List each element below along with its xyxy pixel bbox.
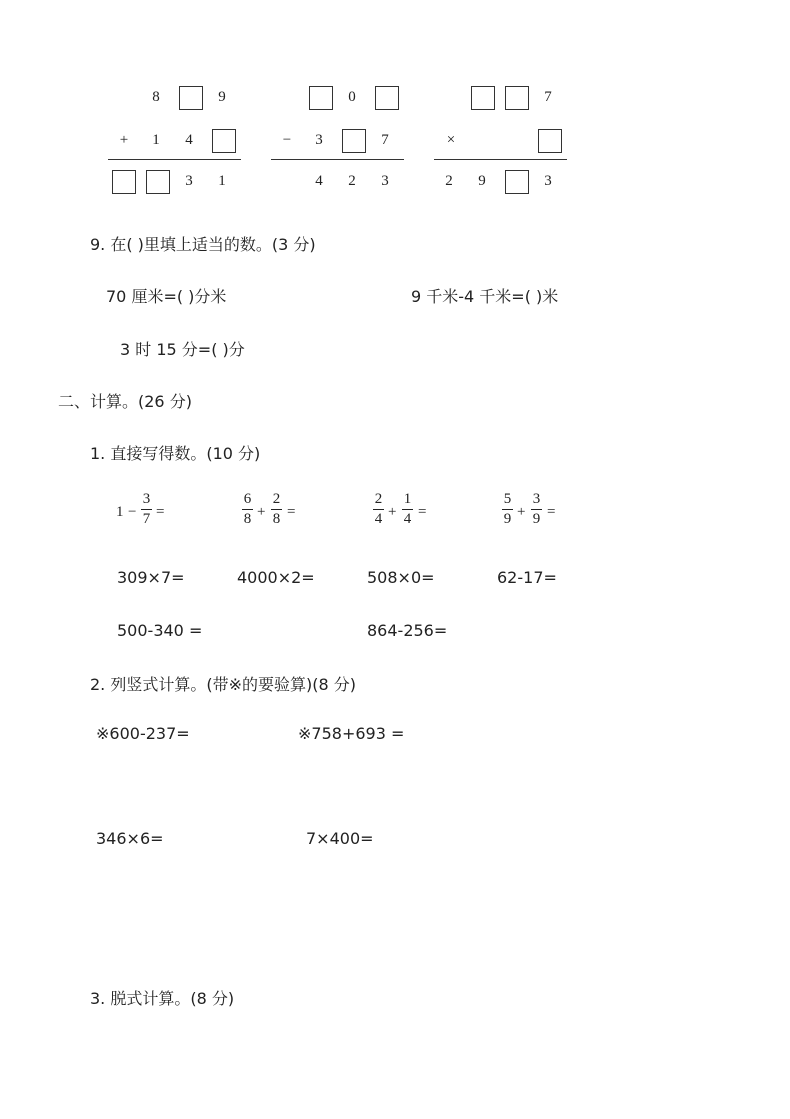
numerator: 2 [374,491,383,507]
fraction [242,491,253,527]
numerator: 1 [403,491,412,507]
answer-box[interactable] [471,86,495,110]
calc-item[interactable]: 309×7= [117,568,185,587]
digit: 9 [478,173,486,189]
difference-line [271,159,404,160]
fraction-bar [271,509,282,510]
calc-q3-title: 3. 脱式计算。(8 分) [90,989,235,1008]
fraction-bar [242,509,253,510]
vertical-calc-item[interactable]: ※758+693 = [298,724,405,743]
answer-box[interactable] [112,170,136,194]
calc-q2-title: 2. 列竖式计算。(带※的要验算)(8 分) [90,675,356,694]
denominator: 8 [272,511,281,527]
answer-box[interactable] [342,129,366,153]
sum-line [108,159,241,160]
digit: 9 [218,89,226,105]
numerator: 2 [272,491,281,507]
whole-number: 1 [116,504,124,520]
numerator: 3 [532,491,541,507]
fraction-bar [531,509,542,510]
fraction [373,491,384,527]
answer-box[interactable] [505,86,529,110]
digit: 2 [348,173,356,189]
denominator: 8 [243,511,252,527]
plus-sign: + [119,132,129,148]
denominator: 9 [532,511,541,527]
q9-item-km-to-m[interactable]: 9 千米-4 千米=( )米 [411,287,559,306]
fraction-bar [373,509,384,510]
answer-box[interactable] [179,86,203,110]
equals-sign: = [156,504,165,520]
digit: 3 [315,132,323,148]
digit: 8 [152,89,160,105]
calc-item[interactable]: 508×0= [367,568,435,587]
calc-item[interactable]: 500-340 = [117,621,203,640]
digit: 7 [544,89,552,105]
minus-sign: − [282,132,292,148]
equals-sign: = [418,504,427,520]
vertical-calc-item[interactable]: 346×6= [96,829,164,848]
q9-item-cm-to-dm[interactable]: 70 厘米=( )分米 [106,287,227,306]
calc-item[interactable]: 62-17= [497,568,557,587]
calc-item[interactable]: 4000×2= [237,568,315,587]
digit: 3 [185,173,193,189]
fraction-bar [502,509,513,510]
digit: 3 [544,173,552,189]
denominator: 9 [503,511,512,527]
digit: 1 [218,173,226,189]
plus-sign: + [388,504,397,520]
digit: 1 [152,132,160,148]
calc-item[interactable]: 864-256= [367,621,448,640]
fraction [531,491,542,527]
equals-sign: = [287,504,296,520]
numerator: 6 [243,491,252,507]
numerator: 3 [142,491,151,507]
denominator: 7 [142,511,151,527]
calc-q1-title: 1. 直接写得数。(10 分) [90,444,261,463]
times-sign: × [446,132,456,148]
numerator: 5 [503,491,512,507]
denominator: 4 [374,511,383,527]
answer-box[interactable] [538,129,562,153]
fraction-bar [141,509,152,510]
digit: 4 [315,173,323,189]
denominator: 4 [403,511,412,527]
fraction [271,491,282,527]
answer-box[interactable] [505,170,529,194]
digit: 2 [445,173,453,189]
digit: 3 [381,173,389,189]
answer-box[interactable] [212,129,236,153]
digit: 4 [185,132,193,148]
fraction [502,491,513,527]
fraction [141,491,152,527]
equals-sign: = [547,504,556,520]
vertical-calc-item[interactable]: ※600-237= [96,724,190,743]
fraction-bar [402,509,413,510]
answer-box[interactable] [375,86,399,110]
plus-sign: + [517,504,526,520]
product-line [434,159,567,160]
question-9-title: 9. 在( )里填上适当的数。(3 分) [90,235,316,254]
answer-box[interactable] [309,86,333,110]
plus-sign: + [257,504,266,520]
digit: 0 [348,89,356,105]
answer-box[interactable] [146,170,170,194]
fraction [402,491,413,527]
vertical-calc-item[interactable]: 7×400= [306,829,374,848]
minus-sign: − [128,504,137,520]
digit: 7 [381,132,389,148]
section-2-title: 二、计算。(26 分) [58,392,192,411]
q9-item-hours-to-minutes[interactable]: 3 时 15 分=( )分 [120,340,245,359]
